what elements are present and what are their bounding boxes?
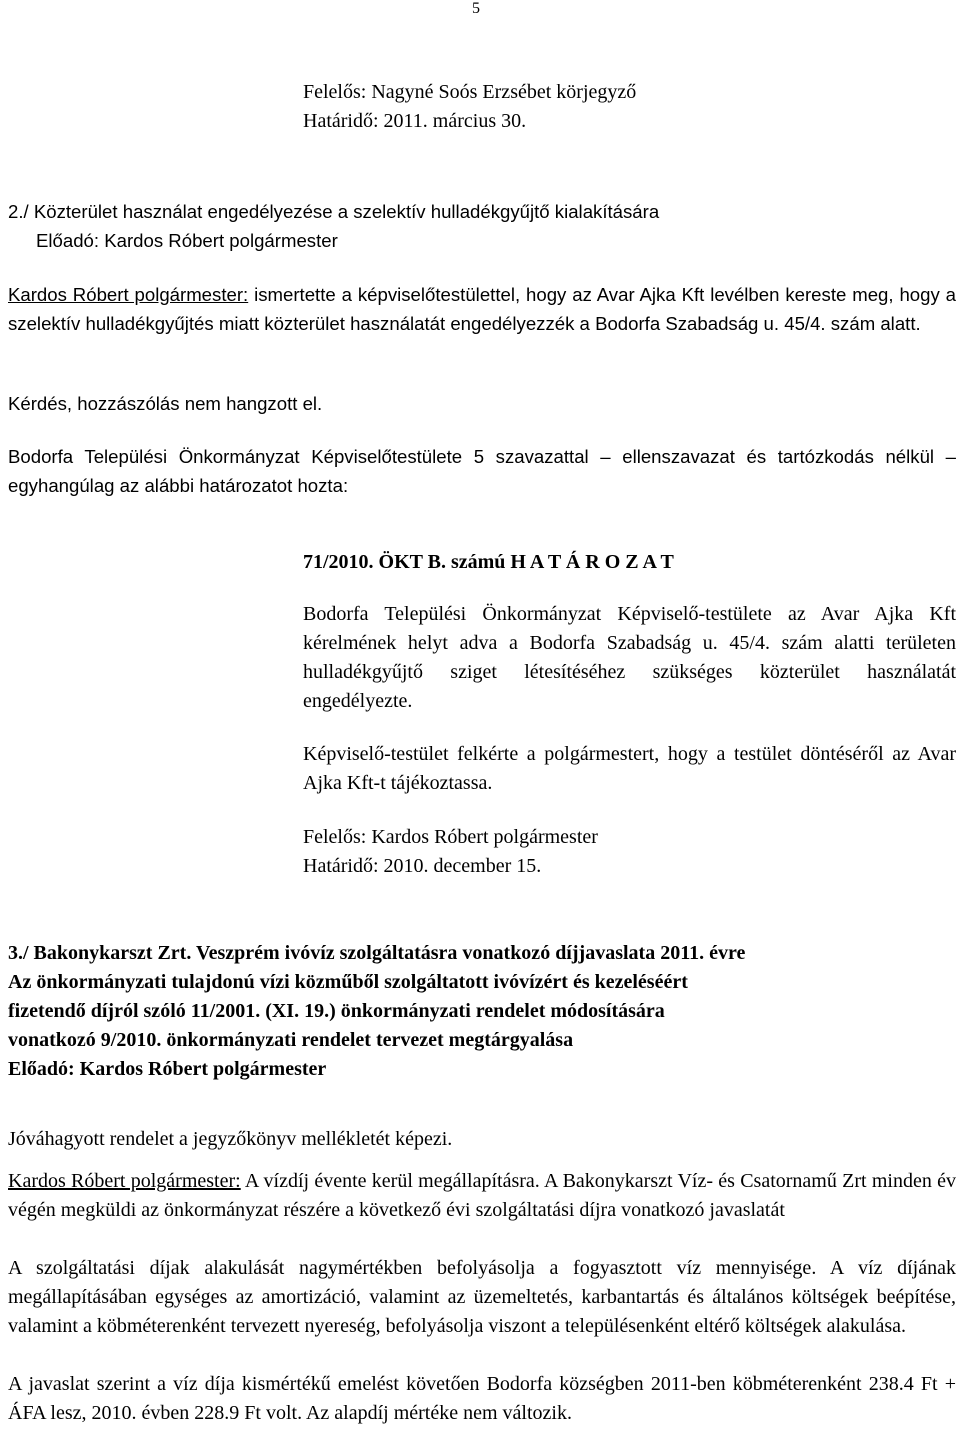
item2-speaker: Kardos Róbert polgármester:	[8, 284, 249, 305]
item3-title-line-1: 3./ Bakonykarszt Zrt. Veszprém ivóvíz szolgáltatásra vonatkozó díjjavaslata 2011. évre	[8, 942, 746, 964]
item3-speech-paragraph-1	[8, 1167, 956, 1225]
responsible-line: Felelős: Nagyné Soós Erzsébet körjegyző	[303, 81, 637, 103]
item2-vote: Bodorfa Települési Önkormányzat Képviselőtestülete 5 szavazattal – ellenszavazat és tartózkodás nélkül – egyhangúlag az alábbi határozatot hozta:	[8, 446, 956, 496]
item3-title-line-2: Az önkormányzati tulajdonú vízi közműből szolgáltatott ivóvízért és kezeléséért	[8, 971, 688, 993]
resolution-heading: 71/2010. ÖKT B. számú H A T Á R O Z A T	[303, 551, 674, 573]
item3-speaker: Kardos Róbert polgármester:	[8, 1170, 241, 1192]
item2-speech: ismertette a képviselőtestülettel, hogy az Avar Ajka Kft levélben kereste meg, hogy a szelektív hulladékgyűjtés miatt közterület használatát engedélyezzék a Bodorfa Szabadság u. 45/4. szám alatt.	[8, 284, 957, 334]
item3-title-line-3: fizetendő díjról szóló 11/2001. (XI. 19.) önkormányzati rendelet módosítására	[8, 1000, 665, 1022]
item3-speech-paragraph-3: A javaslat szerint a víz díja kismértékű emelést követően Bodorfa községben 2011-ben köbméterenként 238.4 Ft + ÁFA lesz, 2010. évben 228.9 Ft volt. Az alapdíj mértéke nem változik.	[8, 1373, 956, 1424]
page-number: 5	[472, 0, 480, 17]
item3-speech-paragraph-2: A szolgáltatási díjak alakulását nagymértékben befolyásolja a fogyasztott víz mennyisége. A víz díjának megállapításában egységes az amortizáció, valamint az üzemeltetés, karbantartás és általános költségek beépítése, valamint a köbméterenként tervezett nyereség, befolyásolja viszont a településenként eltérő költségek alakulása.	[8, 1257, 956, 1337]
item2-title: 2./ Közterület használat engedélyezése a szelektív hulladékgyűjtő kialakítására	[8, 201, 660, 222]
item3-speech-1: A vízdíj évente kerül megállapításra. A Bakonykarszt Víz- és Csatornamű Zrt minden év végén megküldi az önkormányzat részére a következő évi szolgáltatási díjra vonatkozó javaslatát	[8, 1170, 956, 1221]
resolution-text: Bodorfa Települési Önkormányzat Képviselő-testülete az Avar Ajka Kft kérelmének helyt adva a Bodorfa Szabadság u. 45/4. szám alatti területen hulladékgyűjtő sziget létesítéséhez szükséges közterület használatát engedélyezte.	[303, 603, 956, 712]
item3-presenter: Előadó: Kardos Róbert polgármester	[8, 1058, 327, 1080]
item3-title-line-4: vonatkozó 9/2010. önkormányzati rendelet tervezet megtárgyalása	[8, 1029, 574, 1051]
item2-speech-paragraph	[8, 280, 956, 338]
resolution-deadline: Határidő: 2010. december 15.	[303, 855, 542, 877]
item2-presenter: Előadó: Kardos Róbert polgármester	[36, 230, 338, 251]
deadline-line: Határidő: 2011. március 30.	[303, 110, 527, 132]
resolution-responsible: Felelős: Kardos Róbert polgármester	[303, 826, 598, 848]
item2-no-questions: Kérdés, hozzászólás nem hangzott el.	[8, 393, 323, 414]
item3-approved: Jóváhagyott rendelet a jegyzőkönyv mellékletét képezi.	[8, 1128, 453, 1150]
resolution-request: Képviselő-testület felkérte a polgármestert, hogy a testület döntéséről az Avar Ajka Kft-t tájékoztassa.	[303, 743, 956, 794]
